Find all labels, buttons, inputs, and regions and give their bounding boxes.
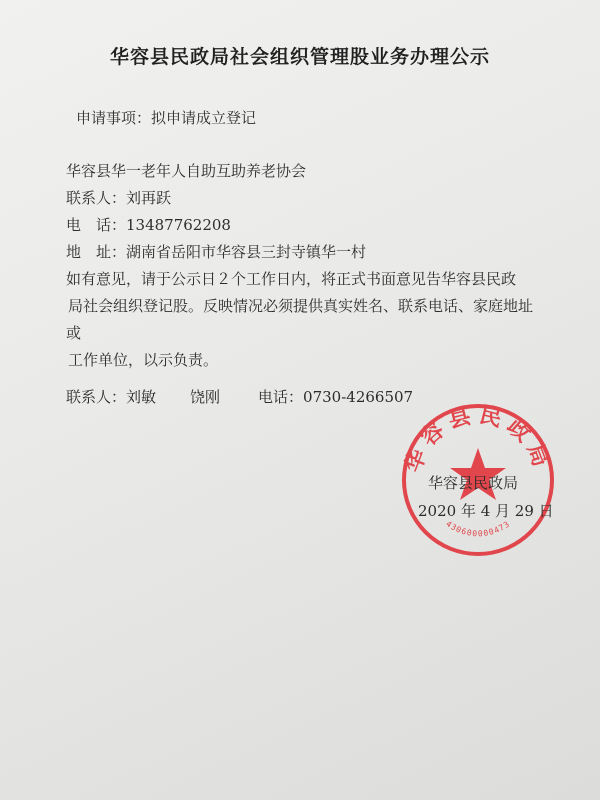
document-title: 华容县民政局社会组织管理股业务办理公示 — [109, 46, 490, 68]
address: 地 址：湖南省岳阳市华容县三封寺镇华一村 — [66, 243, 367, 261]
footer-contact-name2: 饶刚 — [190, 388, 221, 406]
notice-line-2: 局社会组织登记股。反映情况必须提供真实姓名、联系电话、家庭地址或 — [66, 297, 534, 342]
application-subject: 申请事项：拟申请成立登记 — [76, 109, 257, 127]
footer-contact — [66, 386, 413, 407]
signature-organization: 华容县民政局 — [428, 474, 519, 492]
notice-line-3: 工作单位，以示负责。 — [68, 351, 219, 369]
notice-paragraph — [66, 266, 542, 374]
contact-person: 联系人：刘再跃 — [66, 189, 172, 207]
footer-tel: 电话：0730-4266507 — [258, 388, 414, 406]
organization-name: 华容县华一老年人自助互助养老协会 — [66, 162, 307, 180]
notice-line-1: 如有意见，请于公示日２个工作日内，将正式书面意见告华容县民政 — [66, 270, 517, 288]
footer-contact-label: 联系人：刘敏 — [66, 388, 157, 406]
signature-date: 2020 年 4 月 29 日 — [418, 502, 554, 520]
contact-phone: 电 话：13487762208 — [66, 216, 231, 234]
seal-text: 华容县民政局 — [400, 401, 556, 476]
seal-number: 430600000473 — [444, 519, 512, 539]
